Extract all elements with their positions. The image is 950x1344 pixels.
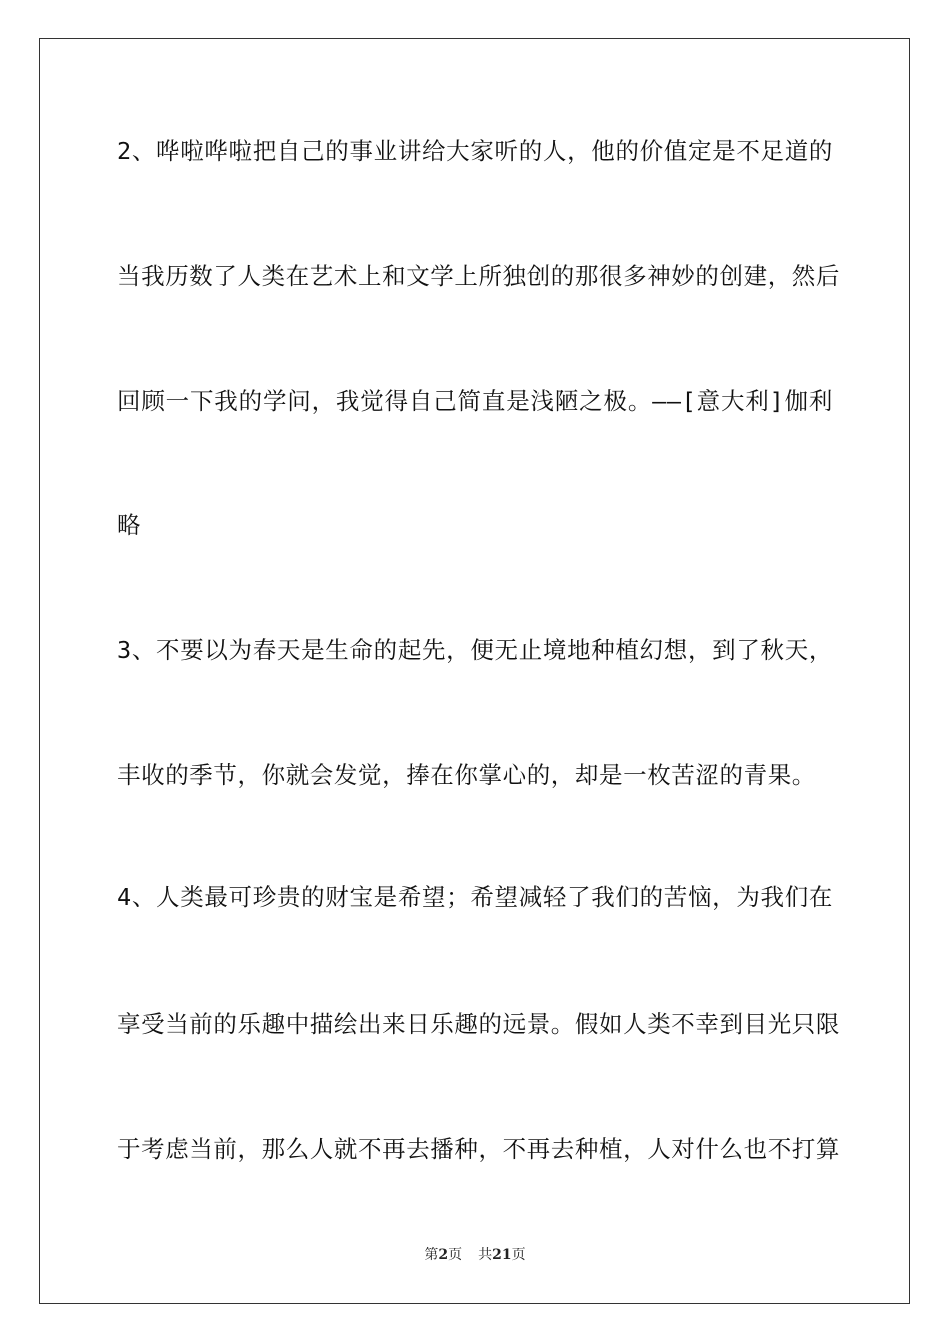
text-line-8: 享受当前的乐趣中描绘出来日乐趣的远景。假如人类不幸到目光只限 <box>117 1010 840 1038</box>
footer-total-suffix: 页 <box>511 1247 526 1263</box>
page-footer <box>0 1245 950 1265</box>
text-line-7: 4、人类最可珍贵的财宝是希望；希望减轻了我们的苦恼，为我们在 <box>117 883 833 911</box>
text-line-5: 3、不要以为春天是生命的起先，便无止境地种植幻想，到了秋天， <box>117 636 833 664</box>
text-line-3: 回顾一下我的学问，我觉得自己简直是浅陋之极。——[意大利]伽利 <box>117 387 833 415</box>
text-line-2: 当我历数了人类在艺术上和文学上所独创的那很多神妙的创建，然后 <box>117 262 840 290</box>
text-line-9: 于考虑当前，那么人就不再去播种，不再去种植，人对什么也不打算 <box>117 1135 840 1163</box>
footer-page-suffix: 页 <box>448 1247 463 1263</box>
footer-total-prefix: 共 <box>478 1247 493 1263</box>
footer-total-number: 21 <box>492 1247 512 1263</box>
page-border <box>39 38 910 1304</box>
text-line-1: 2、哗啦哗啦把自己的事业讲给大家听的人，他的价值定是不足道的 <box>117 137 833 165</box>
text-line-4: 略 <box>117 511 142 539</box>
text-line-6: 丰收的季节，你就会发觉，捧在你掌心的，却是一枚苦涩的青果。 <box>117 761 816 789</box>
footer-page-prefix: 第 <box>424 1247 439 1263</box>
footer-page-number: 2 <box>438 1247 449 1263</box>
